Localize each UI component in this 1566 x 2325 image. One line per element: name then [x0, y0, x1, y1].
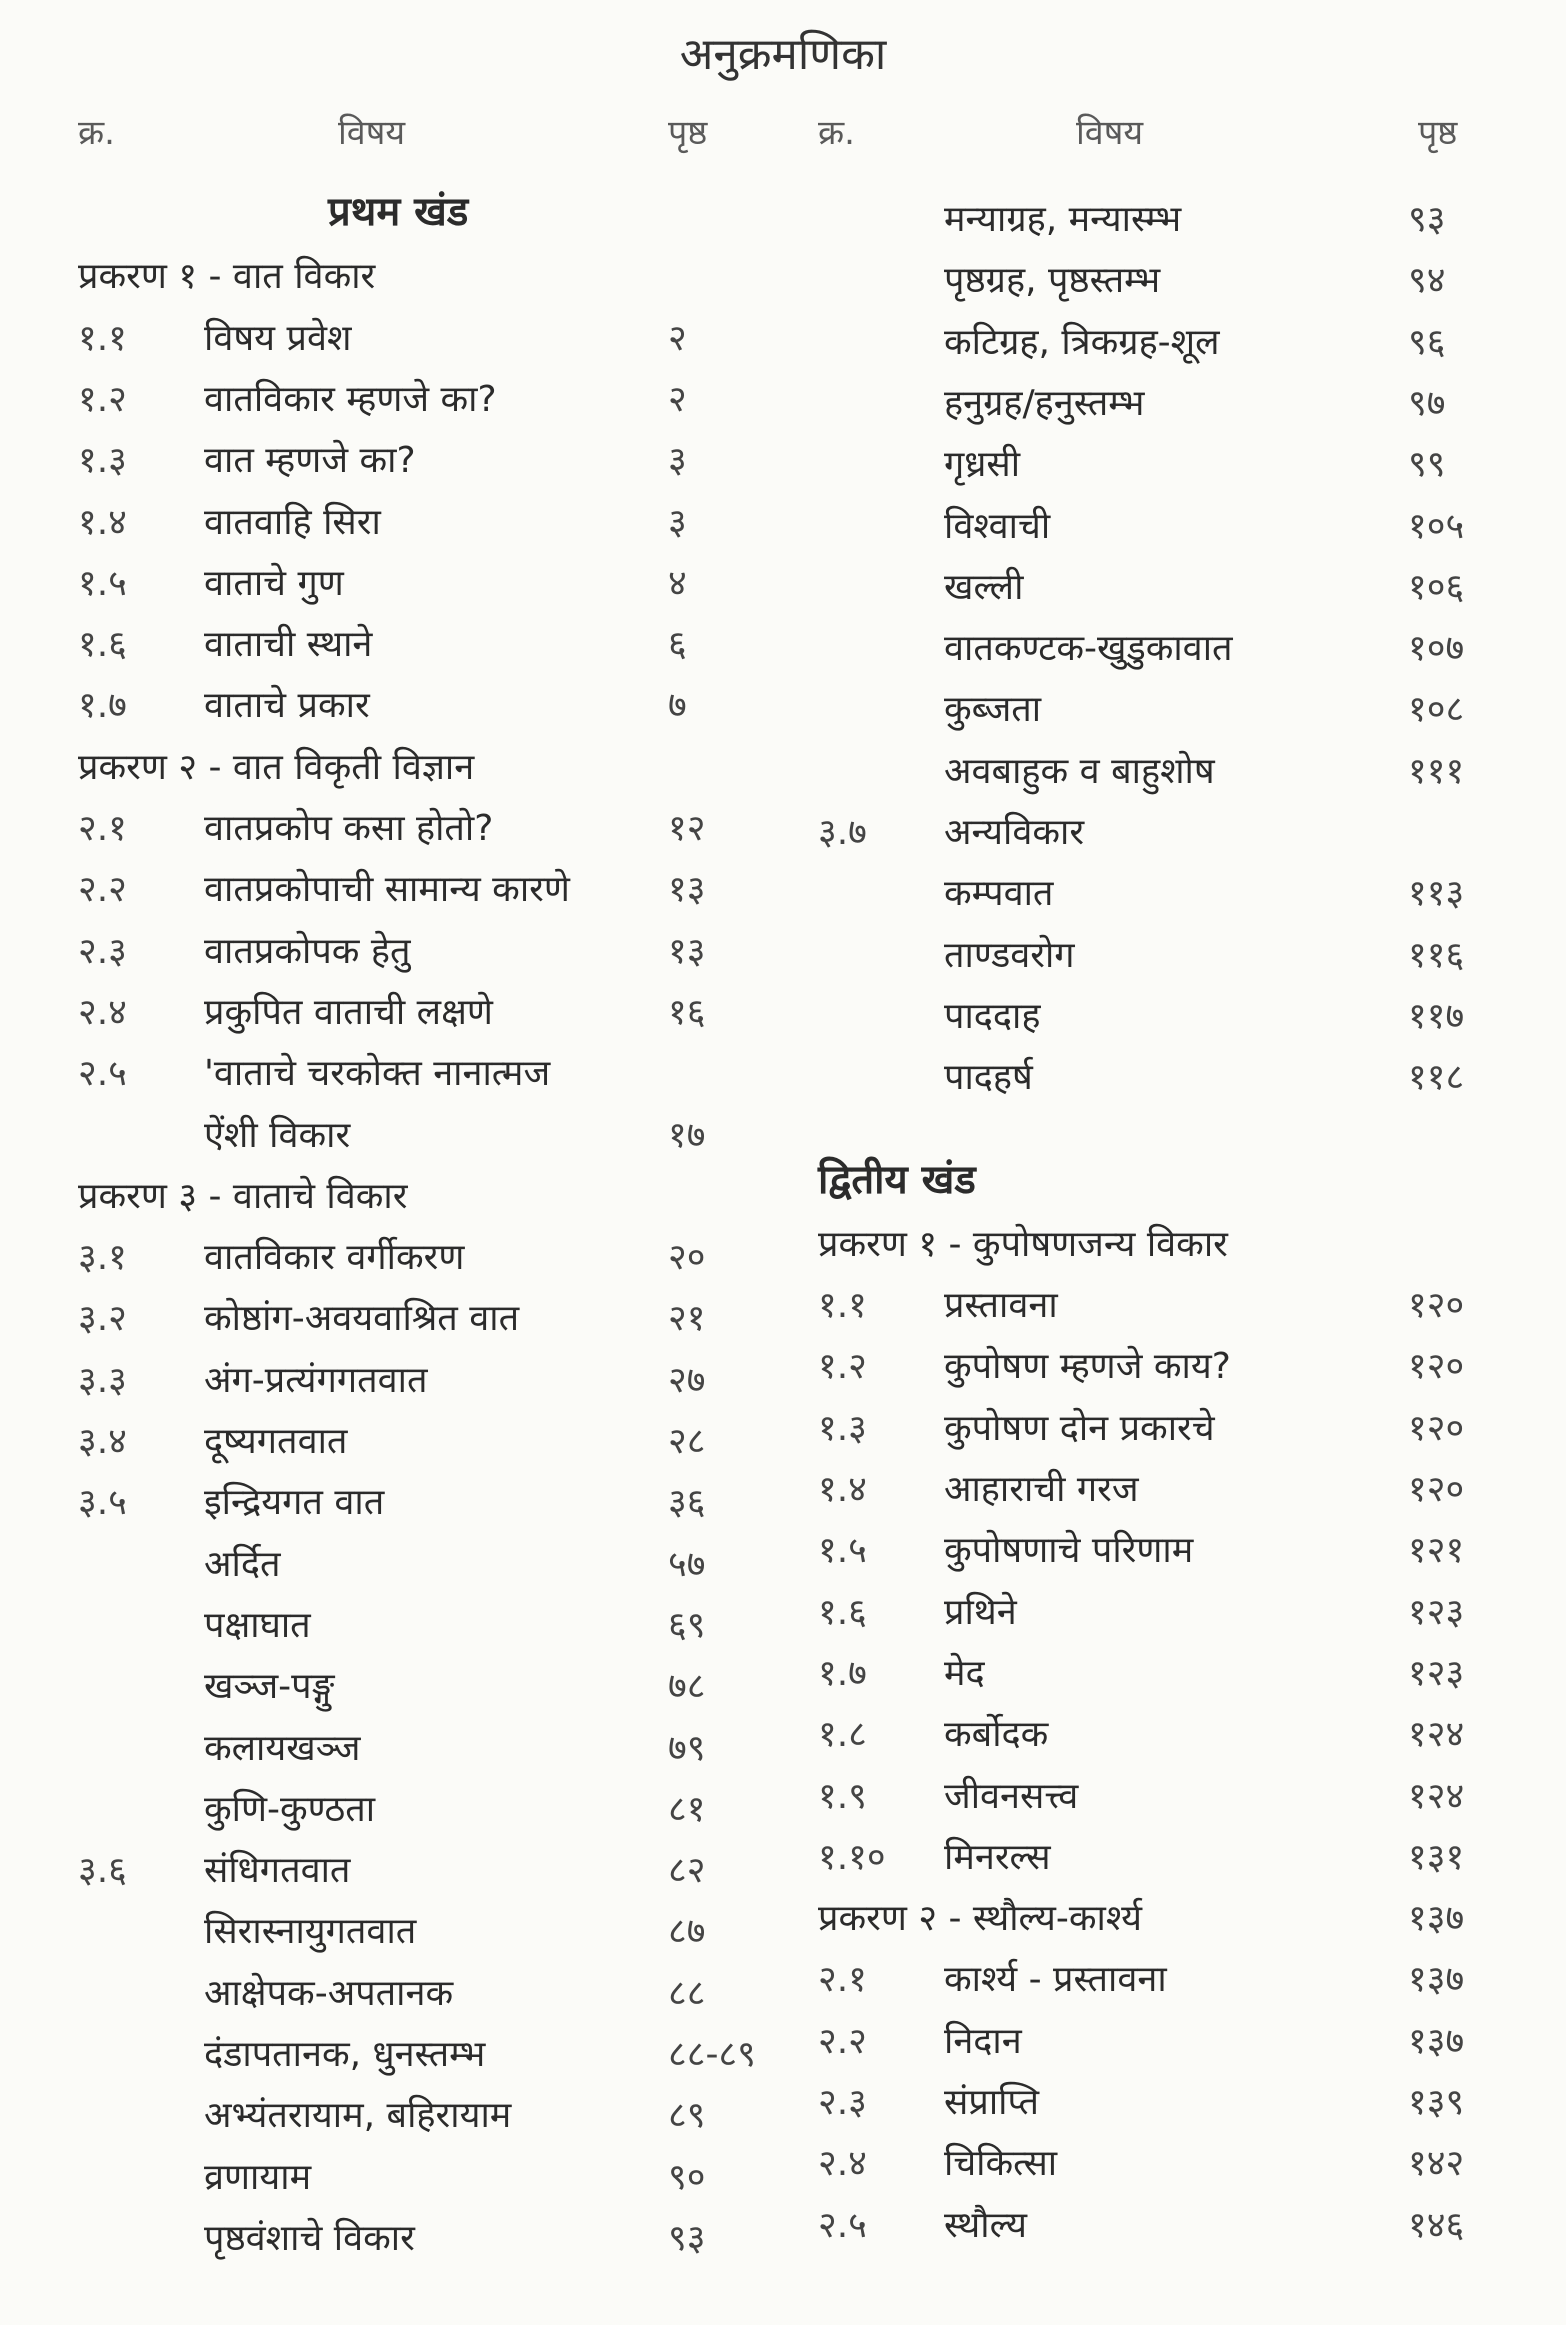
entry-page: ९९	[1408, 444, 1446, 486]
entry-page: ७	[668, 685, 687, 727]
toc-entry	[818, 435, 1498, 495]
entry-number: २.४	[78, 991, 127, 1033]
entry-number: ३.२	[78, 1298, 127, 1340]
entry-page: १११	[1408, 750, 1465, 792]
entry-topic: कटिग्रह, त्रिकग्रह-शूल	[944, 321, 1220, 363]
entry-topic: ताण्डवरोग	[944, 934, 1075, 976]
entry-topic: कुब्जता	[944, 689, 1042, 731]
header-page-right: पृष्ठ	[1418, 113, 1458, 153]
entry-number: ३.३	[78, 1359, 127, 1401]
chapter-heading	[818, 1215, 1498, 1275]
toc-entry	[78, 1351, 758, 1411]
entry-page: १३१	[1408, 1836, 1465, 1878]
section-title-text: द्वितीय खंड	[818, 1156, 976, 1203]
toc-entry	[818, 190, 1498, 250]
entry-number: ३.६	[78, 1850, 127, 1892]
toc-entry	[818, 2196, 1498, 2256]
toc-entry	[818, 1950, 1498, 2010]
entry-topic: पृष्ठवंशाचे विकार	[204, 2217, 415, 2259]
entry-number: २.३	[78, 930, 127, 972]
toc-entry	[78, 1106, 758, 1166]
entry-page: ३६	[668, 1482, 706, 1524]
entry-topic: व्रणायाम	[204, 2156, 312, 2198]
entry-topic: स्थौल्य	[944, 2204, 1027, 2246]
entry-topic: कार्श्य - प्रस्तावना	[944, 1959, 1167, 2001]
header-page-left: पृष्ठ	[668, 113, 708, 153]
entry-number: १.३	[818, 1407, 867, 1449]
entry-page: १३	[668, 930, 706, 972]
entry-number: २.२	[78, 869, 127, 911]
entry-topic: पाददाह	[944, 995, 1041, 1037]
entry-page: ८१	[668, 1788, 706, 1830]
entry-topic: वात म्हणजे का?	[204, 440, 416, 482]
entry-number: १.२	[78, 378, 127, 420]
entry-number: १.७	[78, 685, 127, 727]
toc-entry	[818, 1337, 1498, 1397]
toc-entry	[818, 1276, 1498, 1336]
toc-entry	[78, 1964, 758, 2024]
entry-topic: हनुग्रह/हनुस्तम्भ	[944, 382, 1145, 424]
entry-page: ५७	[668, 1543, 706, 1585]
toc-entry	[818, 1048, 1498, 1108]
entry-page: २०	[668, 1237, 706, 1279]
entry-page: २७	[668, 1359, 706, 1401]
entry-number: २.३	[818, 2082, 867, 2123]
toc-entry	[818, 251, 1498, 311]
entry-page: ८८-८९	[668, 2034, 756, 2075]
entry-page: १२०	[1408, 1469, 1465, 1510]
entry-topic: कुपोषणाचे परिणाम	[944, 1530, 1194, 1572]
chapter-heading	[78, 1167, 758, 1227]
entry-topic: संधिगतवात	[204, 1850, 351, 1892]
entry-page: ७९	[668, 1727, 706, 1769]
toc-entry	[78, 2209, 758, 2269]
entry-page: १०८	[1408, 689, 1465, 731]
toc-entry	[78, 1780, 758, 1840]
entry-page: ६	[668, 624, 687, 666]
entry-page: १२४	[1408, 1775, 1465, 1817]
toc-entry	[818, 1828, 1498, 1888]
entry-page: ९६	[1408, 321, 1446, 363]
entry-topic: आहाराची गरज	[944, 1469, 1139, 1510]
toc-entry	[78, 799, 758, 859]
entry-number: १.१०	[818, 1836, 886, 1878]
entry-topic: अन्यविकार	[944, 812, 1085, 853]
entry-number: २.४	[818, 2143, 867, 2185]
chapter-title: प्रकरण २ - स्थौल्य-कार्श्य	[818, 1898, 1143, 1940]
chapter-page: १३७	[1408, 1898, 1465, 1940]
page-title: अनुक्रमणिका	[679, 29, 887, 80]
entry-page: ९०	[668, 2156, 706, 2198]
entry-number: १.१	[78, 317, 127, 359]
entry-topic: वातविकार वर्गीकरण	[204, 1237, 465, 1279]
entry-topic: दंडापतानक, धुनस्तम्भ	[204, 2034, 486, 2075]
section-title	[78, 182, 758, 242]
entry-page: ९४	[1408, 260, 1446, 302]
entry-topic: वातवाहि सिरा	[204, 501, 381, 543]
toc-entry	[818, 2134, 1498, 2194]
toc-entry	[78, 1412, 758, 1472]
toc-entry	[818, 680, 1498, 740]
entry-topic: प्रस्तावना	[944, 1285, 1058, 1327]
entry-topic: विश्वाची	[944, 505, 1051, 547]
entry-page: १०७	[1408, 628, 1465, 670]
entry-page: १३	[668, 869, 706, 911]
entry-topic: खञ्ज-पङ्गु	[204, 1666, 335, 1708]
toc-entry	[818, 1583, 1498, 1643]
entry-page: ९३	[1408, 199, 1446, 240]
entry-topic: कुपोषण म्हणजे काय?	[944, 1346, 1231, 1388]
entry-page: २८	[668, 1421, 706, 1462]
entry-page: १३९	[1408, 2082, 1465, 2123]
header-topic-right: विषय	[1076, 113, 1144, 153]
entry-page: ११३	[1408, 873, 1465, 915]
toc-entry	[818, 1767, 1498, 1827]
chapter-heading	[818, 1889, 1498, 1949]
toc-entry	[78, 860, 758, 920]
header-topic-left: विषय	[338, 113, 406, 153]
entry-number: २.१	[818, 1959, 867, 2001]
section-title	[818, 1150, 1498, 1210]
entry-topic: मन्याग्रह, मन्यास्म्भ	[944, 199, 1182, 240]
entry-topic: पक्षाघात	[204, 1604, 311, 1646]
entry-number: २.२	[818, 2020, 867, 2062]
toc-entry	[818, 803, 1498, 863]
entry-page: १२३	[1408, 1591, 1465, 1633]
entry-page: १२४	[1408, 1714, 1465, 1756]
entry-number: ३.१	[78, 1237, 127, 1279]
toc-entry	[818, 864, 1498, 924]
toc-entry	[818, 1460, 1498, 1520]
toc-entry	[818, 2073, 1498, 2133]
entry-topic: वाताचे गुण	[204, 562, 344, 604]
entry-number: १.२	[818, 1346, 867, 1388]
entry-number: १.४	[78, 501, 127, 543]
toc-entry	[78, 983, 758, 1043]
entry-page: १२१	[1408, 1530, 1465, 1572]
entry-number: १.८	[818, 1714, 867, 1756]
toc-entry	[818, 497, 1498, 557]
entry-topic: कुणि-कुण्ठता	[204, 1788, 376, 1830]
entry-number: २.५	[78, 1053, 127, 1095]
entry-page: १४६	[1408, 2204, 1465, 2246]
entry-topic: मेद	[944, 1652, 985, 1694]
entry-topic: कम्पवात	[944, 873, 1054, 915]
entry-page: १२०	[1408, 1285, 1465, 1327]
entry-page: ११६	[1408, 934, 1465, 976]
entry-topic: वातप्रकोप कसा होतो?	[204, 808, 494, 849]
entry-topic: कलायखञ्ज	[204, 1727, 361, 1769]
toc-entry	[78, 1289, 758, 1349]
entry-topic: दूष्यगतवात	[204, 1421, 348, 1462]
entry-topic: पादहर्ष	[944, 1057, 1033, 1099]
entry-topic: वातप्रकोपाची सामान्य कारणे	[204, 869, 570, 911]
entry-number: १.९	[818, 1775, 867, 1817]
toc-entry	[78, 309, 758, 369]
toc-entry	[78, 1902, 758, 1962]
entry-topic: गृध्रसी	[944, 444, 1021, 486]
toc-entry	[78, 431, 758, 491]
toc-entry	[818, 374, 1498, 434]
chapter-title: प्रकरण २ - वात विकृती विज्ञान	[78, 746, 475, 788]
toc-entry	[78, 615, 758, 675]
entry-topic: संप्राप्ति	[944, 2082, 1040, 2123]
entry-topic: आक्षेपक-अपतानक	[204, 1972, 454, 2014]
toc-entry	[78, 2086, 758, 2146]
entry-page: ६९	[668, 1604, 706, 1646]
toc-entry	[818, 2012, 1498, 2072]
entry-number: १.६	[818, 1591, 867, 1633]
toc-entry	[818, 313, 1498, 373]
entry-page: १२३	[1408, 1652, 1465, 1694]
entry-topic: वातविकार म्हणजे का?	[204, 378, 497, 420]
toc-entry	[818, 1399, 1498, 1459]
entry-topic: कोष्ठांग-अवयवाश्रित वात	[204, 1298, 520, 1340]
toc-entry	[818, 1705, 1498, 1765]
toc-entry	[78, 1228, 758, 1288]
entry-topic: अंग-प्रत्यंगगतवात	[204, 1359, 428, 1401]
toc-entry	[78, 1535, 758, 1595]
toc-entry	[818, 742, 1498, 802]
entry-topic: पृष्ठग्रह, पृष्ठस्तम्भ	[944, 260, 1161, 302]
toc-entry	[78, 1657, 758, 1717]
toc-entry	[818, 619, 1498, 679]
entry-topic: सिरास्नायुगतवात	[204, 1911, 417, 1953]
entry-topic: खल्ली	[944, 566, 1024, 608]
entry-topic: चिकित्सा	[944, 2143, 1058, 2185]
entry-number: १.१	[818, 1285, 867, 1327]
toc-entry	[818, 1644, 1498, 1704]
entry-number: १.७	[818, 1652, 867, 1694]
entry-number: ३.४	[78, 1421, 127, 1462]
entry-topic: वाताची स्थाने	[204, 624, 373, 666]
toc-entry	[78, 2025, 758, 2085]
entry-topic: प्रकुपित वाताची लक्षणे	[204, 991, 493, 1033]
toc-entry	[78, 1596, 758, 1656]
toc-entry	[78, 1044, 758, 1104]
entry-topic: अर्दित	[204, 1543, 281, 1585]
entry-topic: वातकण्टक-खुडुकावात	[944, 628, 1233, 670]
header-no-left: क्र.	[78, 113, 115, 153]
toc-entry	[78, 676, 758, 736]
toc-entry	[78, 922, 758, 982]
entry-topic: अभ्यंतरायाम, बहिरायाम	[204, 2095, 512, 2137]
entry-topic: मिनरल्स	[944, 1836, 1051, 1878]
entry-number: १.५	[78, 562, 127, 604]
toc-entry	[78, 1719, 758, 1779]
entry-page: २१	[668, 1298, 706, 1340]
entry-topic: जीवनसत्त्व	[944, 1775, 1079, 1817]
entry-page: ८८	[668, 1972, 706, 2014]
entry-page: ४	[668, 562, 687, 604]
entry-number: ३.७	[818, 812, 867, 853]
entry-page: ८९	[668, 2095, 706, 2137]
entry-topic: निदान	[944, 2020, 1022, 2062]
entry-topic: अवबाहुक व बाहुशोष	[944, 750, 1215, 792]
entry-page: ९७	[1408, 382, 1446, 424]
entry-topic: प्रथिने	[944, 1591, 1017, 1633]
chapter-heading	[78, 738, 758, 798]
entry-page: ९३	[668, 2217, 706, 2259]
entry-topic: वातप्रकोपक हेतु	[204, 930, 411, 972]
section-title-text: प्रथम खंड	[328, 189, 469, 235]
toc-entry	[818, 987, 1498, 1047]
toc-entry	[78, 370, 758, 430]
entry-number: १.६	[78, 624, 127, 666]
entry-page: १४२	[1408, 2143, 1465, 2185]
entry-page: ८२	[668, 1850, 706, 1892]
chapter-title: प्रकरण १ - कुपोषणजन्य विकार	[818, 1223, 1228, 1265]
entry-number: १.४	[818, 1469, 867, 1510]
chapter-heading	[78, 247, 758, 307]
entry-page: ८७	[668, 1911, 706, 1953]
entry-number: ३.५	[78, 1482, 127, 1524]
entry-number: २.१	[78, 808, 127, 849]
entry-page: ११७	[1408, 995, 1465, 1037]
toc-entry	[78, 554, 758, 614]
entry-number: १.५	[818, 1530, 867, 1572]
entry-topic: 'वाताचे चरकोक्त नानात्मज	[204, 1053, 551, 1095]
toc-entry	[78, 2148, 758, 2208]
chapter-title: प्रकरण ३ - वाताचे विकार	[78, 1175, 408, 1217]
entry-page: १३७	[1408, 2020, 1465, 2062]
toc-entry	[818, 558, 1498, 618]
toc-entry	[818, 926, 1498, 986]
entry-page: १०६	[1408, 566, 1465, 608]
entry-page: १७	[668, 1114, 706, 1156]
entry-page: १३७	[1408, 1959, 1465, 2001]
chapter-title: प्रकरण १ - वात विकार	[78, 256, 376, 298]
entry-page: १२	[668, 808, 706, 849]
entry-page: १२०	[1408, 1407, 1465, 1449]
toc-entry	[78, 493, 758, 553]
entry-page: १६	[668, 991, 706, 1033]
entry-number: २.५	[818, 2204, 867, 2246]
entry-page: ३	[668, 440, 687, 482]
header-no-right: क्र.	[818, 113, 855, 153]
entry-page: २	[668, 317, 687, 359]
entry-page: १२०	[1408, 1346, 1465, 1388]
entry-topic: इन्द्रियगत वात	[204, 1482, 385, 1524]
entry-topic: ऐंशी विकार	[204, 1114, 351, 1156]
entry-topic: कुपोषण दोन प्रकारचे	[944, 1407, 1215, 1449]
entry-topic: कर्बोदक	[944, 1714, 1049, 1756]
entry-page: १०५	[1408, 505, 1465, 547]
toc-entry	[78, 1841, 758, 1901]
entry-page: ७८	[668, 1666, 706, 1708]
entry-page: २	[668, 378, 687, 420]
entry-page: ११८	[1408, 1057, 1465, 1099]
entry-topic: वाताचे प्रकार	[204, 685, 370, 727]
entry-topic: विषय प्रवेश	[204, 317, 352, 359]
toc-entry	[818, 1521, 1498, 1581]
toc-entry	[78, 1473, 758, 1533]
entry-page: ३	[668, 501, 687, 543]
entry-number: १.३	[78, 440, 127, 482]
